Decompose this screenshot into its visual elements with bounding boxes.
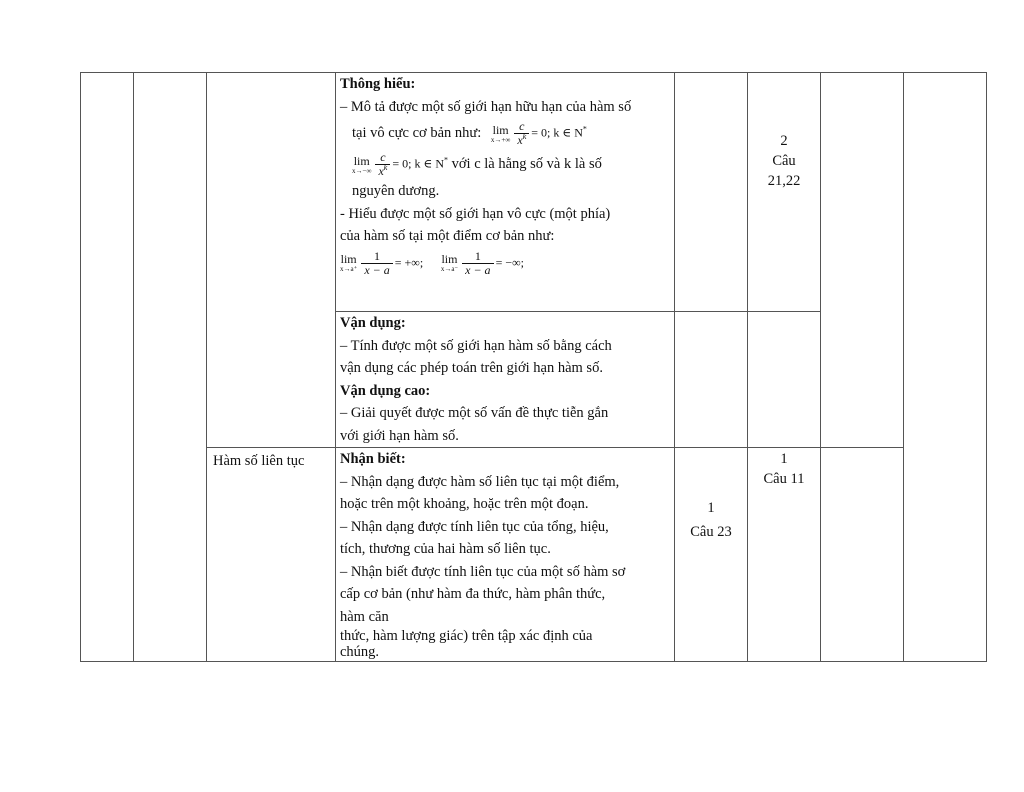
formula-condition: = 0; k ∈ N <box>392 156 444 171</box>
question-count-cell-4 <box>904 73 987 662</box>
level-label-comprehension: Thông hiểu: <box>340 76 416 92</box>
formula-line-limit-inf-pos <box>340 120 670 147</box>
exponent: k <box>383 163 388 172</box>
requirement-line: vận dụng các phép toán trên giới hạn hàm số. <box>340 360 603 376</box>
question-label: Câu 11 <box>763 471 805 487</box>
question-numbers: 21,22 <box>767 173 801 189</box>
question-count-cell-3 <box>821 73 904 448</box>
level-label-recognition: Nhận biết: <box>340 451 406 467</box>
formula-condition: = 0; k ∈ N <box>531 125 583 140</box>
lim-symbol: lim <box>340 252 357 266</box>
requirement-line: – Nhận dạng được tính liên tục của tổng, hiệu, <box>340 518 609 535</box>
formula-lim-c-over-xk-minus-inf <box>352 151 448 178</box>
requirement-line: hoặc trên một khoảng, hoặc trên một đoạn. <box>340 496 589 512</box>
requirement-line: – Giải quyết được một số vấn đề thực tiễn gắn <box>340 405 609 421</box>
requirement-line: hàm căn <box>340 608 389 625</box>
lim-symbol: lim <box>492 122 509 137</box>
requirement-line: của hàm số tại một điểm cơ bản như: <box>340 228 555 244</box>
requirement-line: nguyên dương. <box>352 183 440 199</box>
requirement-line: tại vô cực cơ bản như: <box>352 124 482 141</box>
chapter-cell <box>134 73 207 662</box>
lim-subscript: x→a⁺ <box>340 265 358 273</box>
question-label: Câu <box>772 153 796 169</box>
requirement-line: với c là hằng số và k là số <box>451 155 602 172</box>
superscript-star: * <box>444 155 448 165</box>
requirement-line: – Tính được một số giới hạn hàm số bằng cách <box>340 337 612 354</box>
question-count: 1 <box>707 500 715 516</box>
question-count-cell-2 <box>748 448 821 662</box>
formula-result: = −∞; <box>495 254 524 269</box>
fraction-denominator: x − a <box>364 262 390 277</box>
topic-cell: Hàm số liên tục <box>207 448 336 662</box>
formula-result: = +∞; <box>394 254 424 269</box>
fraction-denominator: x <box>517 133 523 147</box>
fraction-numerator: 1 <box>361 250 392 264</box>
lim-subscript: x→+∞ <box>490 135 511 144</box>
question-count-cell-1 <box>675 312 748 448</box>
formula-lim-one-over-x-minus-a-right <box>340 250 423 277</box>
requirement-line: – Nhận dạng được hàm số liên tục tại một điểm, <box>340 473 620 490</box>
lim-subscript: x→−∞ <box>352 166 372 175</box>
formula-lim-c-over-xk-plus-inf <box>491 120 587 147</box>
fraction-numerator: c <box>514 120 529 134</box>
lim-symbol: lim <box>441 252 458 266</box>
fraction-denominator: x <box>378 164 384 178</box>
superscript-star: * <box>582 124 587 134</box>
formula-lim-one-over-x-minus-a-left <box>441 250 524 277</box>
fraction-numerator: c <box>375 151 390 165</box>
requirement-line: – Nhận biết được tính liên tục của một số hàm sơ <box>340 563 626 580</box>
requirement-line: tích, thương của hai hàm số liên tục. <box>340 541 551 557</box>
requirement-cell-comprehension <box>336 73 675 312</box>
formula-line-limit-inf-neg <box>340 151 670 178</box>
requirement-line: với giới hạn hàm số. <box>340 427 459 444</box>
requirement-line: cấp cơ bản (như hàm đa thức, hàm phân thức, <box>340 586 606 602</box>
stt-cell <box>81 73 134 662</box>
requirement-cell-recognition <box>336 448 675 662</box>
question-count-cell-1 <box>675 448 748 662</box>
formula-line-one-sided-limits <box>340 250 670 277</box>
topic-cell <box>207 73 336 448</box>
question-label: Câu 23 <box>690 524 732 540</box>
requirement-line: chúng. <box>340 644 380 660</box>
exponent: k <box>522 132 527 141</box>
lim-symbol: lim <box>353 153 370 168</box>
question-count-cell-2 <box>748 73 821 312</box>
level-label-advanced-application: Vận dụng cao: <box>340 382 431 399</box>
level-label-application: Vận dụng: <box>340 315 406 331</box>
requirement-cell-application <box>336 312 675 448</box>
question-count: 2 <box>780 133 788 149</box>
lim-subscript: x→a⁻ <box>440 265 459 273</box>
fraction-denominator: x − a <box>465 262 491 277</box>
requirement-line: – Mô tả được một số giới hạn hữu hạn của hàm số <box>340 98 632 115</box>
table-row <box>81 448 987 662</box>
question-count: 1 <box>780 451 788 467</box>
specification-matrix-table <box>80 72 987 662</box>
requirement-line: thức, hàm lượng giác) trên tập xác định của <box>340 628 593 644</box>
table-row <box>81 73 987 312</box>
fraction-numerator: 1 <box>462 250 493 264</box>
requirement-line: - Hiểu được một số giới hạn vô cực (một phía) <box>340 205 611 222</box>
question-count-cell-2 <box>748 312 821 448</box>
question-count-cell-1 <box>675 73 748 312</box>
question-count-cell-3 <box>821 448 904 662</box>
